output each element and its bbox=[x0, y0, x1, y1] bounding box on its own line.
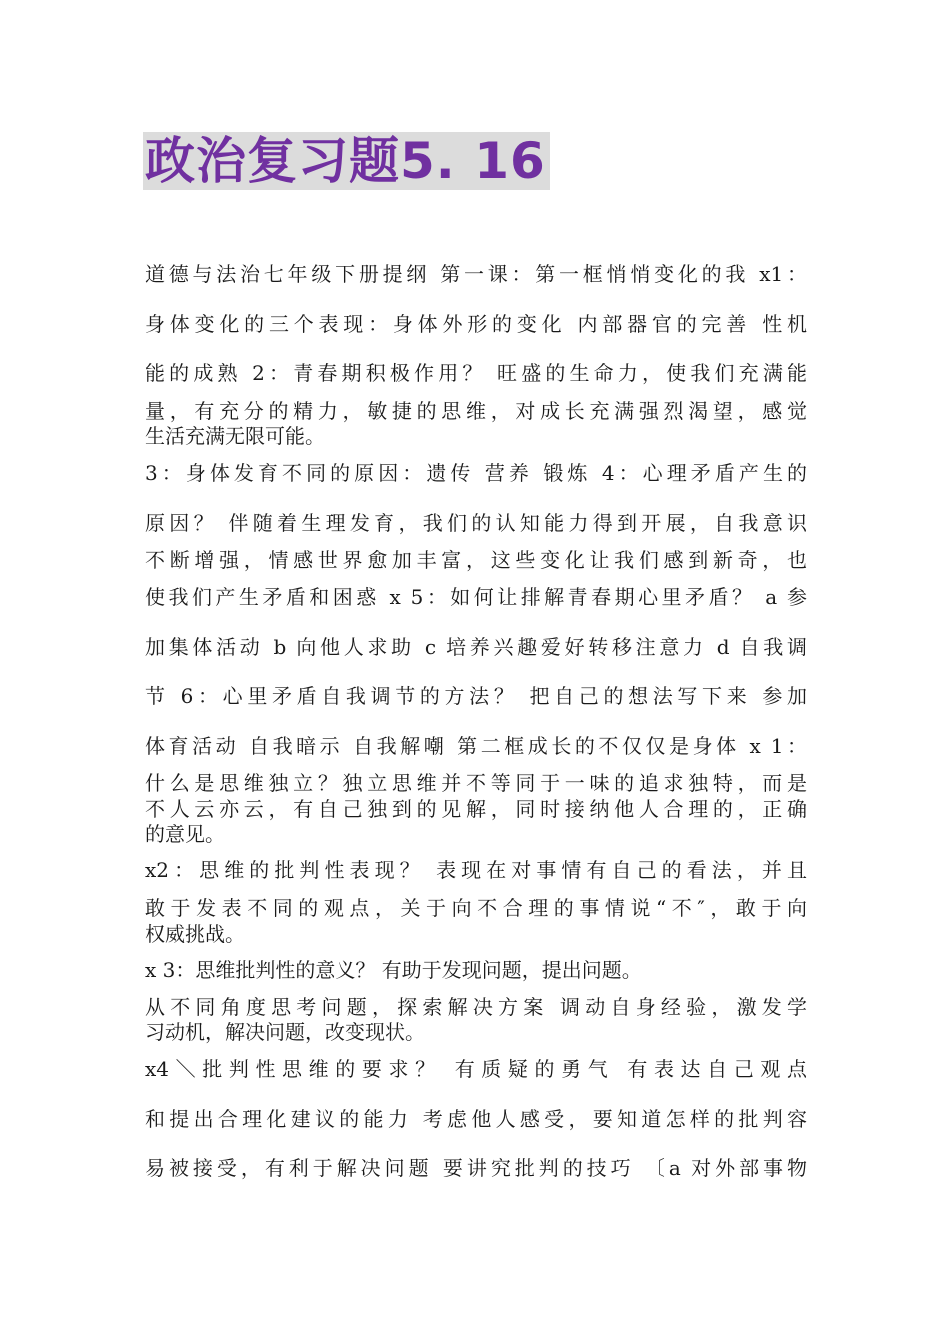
text-line: 体育活动 自我暗示 自我解嘲 第二框成长的不仅仅是身体 x 1： bbox=[145, 734, 807, 758]
text-line: 不人云亦云，有自己独到的见解，同时接纳他人合理的，正确 bbox=[145, 797, 807, 821]
text-line: 和提出合理化建议的能力 考虑他人感受，要知道怎样的批判容 bbox=[145, 1107, 807, 1131]
text-line: 能的成熟 2：青春期积极作用？ 旺盛的生命力，使我们充满能 bbox=[145, 361, 807, 385]
text-line: 加集体活动 b 向他人求助 c 培养兴趣爱好转移注意力 d 自我调 bbox=[145, 635, 807, 659]
text-line: 原因？ 伴随着生理发育，我们的认知能力得到开展，自我意识 bbox=[145, 511, 807, 535]
text-line: 敢于发表不同的观点，关于向不合理的事情说“不″，敢于向 bbox=[145, 896, 807, 920]
text-line: 3：身体发育不同的原因：遗传 营养 锻炼 4：心理矛盾产生的 bbox=[145, 461, 807, 485]
text-line: 什么是思维独立？独立思维并不等同于一味的追求独特，而是 bbox=[145, 771, 807, 795]
text-line: 从不同角度思考问题，探索解决方案 调动自身经验，激发学 bbox=[145, 995, 807, 1019]
text-line: x2：思维的批判性表现？ 表现在对事情有自己的看法，并且 bbox=[145, 858, 807, 882]
text-line: 的意见。 bbox=[145, 822, 225, 846]
text-line: 易被接受，有利于解决问题 要讲究批判的技巧 〔a 对外部事物 bbox=[145, 1156, 807, 1180]
text-line: 权威挑战。 bbox=[145, 922, 245, 946]
text-line: x 3：思维批判性的意义？ 有助于发现问题，提出问题。 bbox=[145, 958, 642, 982]
text-line: 道德与法治七年级下册提纲 第一课：第一框悄悄变化的我 x1： bbox=[145, 262, 807, 286]
text-line: 习动机，解决问题，改变现状。 bbox=[145, 1020, 425, 1044]
text-line: 身体变化的三个表现：身体外形的变化 内部器官的完善 性机 bbox=[145, 312, 807, 336]
title-highlight bbox=[143, 132, 550, 190]
text-line: 使我们产生矛盾和困惑 x 5：如何让排解青春期心里矛盾？ a 参 bbox=[145, 585, 807, 609]
text-line: 不断增强，情感世界愈加丰富，这些变化让我们感到新奇，也 bbox=[145, 548, 807, 572]
text-line: 量，有充分的精力，敏捷的思维，对成长充满强烈渴望，感觉 bbox=[145, 399, 807, 423]
text-line: 节 6：心里矛盾自我调节的方法？ 把自己的想法写下来 参加 bbox=[145, 684, 807, 708]
text-line: x4＼批判性思维的要求？ 有质疑的勇气 有表达自己观点 bbox=[145, 1057, 807, 1081]
page-title: 政治复习题5. 16 bbox=[145, 132, 546, 190]
text-line: 生活充满无限可能。 bbox=[145, 424, 325, 448]
